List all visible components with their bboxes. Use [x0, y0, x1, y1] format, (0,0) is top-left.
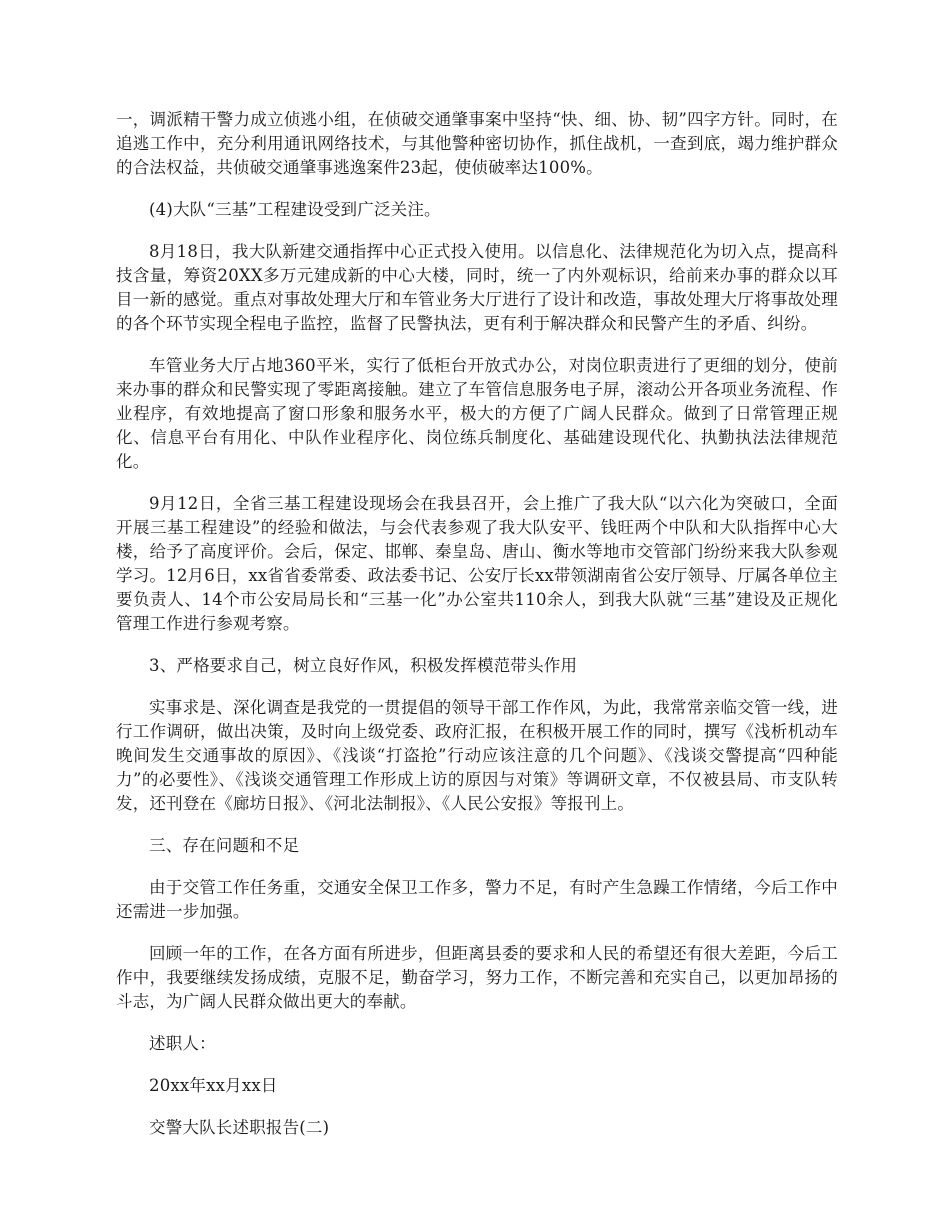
date-line: 20xx年xx月xx日	[149, 1076, 278, 1095]
paragraph-vehicle-hall: 车管业务大厅占地360平米，实行了低柜台开放式办公，对岗位职责进行了更细的划分，使前来办事的群众和民警实现了零距离接触。建立了车管信息服务电子屏，滚动公开各项业务流程、作业程序，有效地提高了窗口形象和服务水平，极大的方便了广阔人民群众。做到了日常管理正规化、信息平台有用化、中队作业程序化、岗位练兵制度化、基础建设现代化、执勤执法法律规范化。	[116, 356, 838, 471]
paragraph-command-center: 8月18日，我大队新建交通指挥中心正式投入使用。以信息化、法律规范化为切入点，提高科技含量，筹资20XX多万元建成新的中心大楼，同时，统一了内外观标识，给前来办事的群众以耳目一新的感觉。重点对事故处理大厅和车管业务大厅进行了设计和改造，事故处理大厅将事故处理的各个环节实现全程电子监控，监督了民警执法，更有利于解决群众和民警产生的矛盾、纠纷。	[116, 242, 838, 333]
paragraph-review: 回顾一年的工作，在各方面有所进步，但距离县委的要求和人民的希望还有很大差距，今后工作中，我要继续发扬成绩，克服不足，勤奋学习，努力工作，不断完善和充实自己，以更加昂扬的斗志，为广阔人民群众做出更大的奉献。	[116, 944, 838, 1011]
paragraph-research: 实事求是、深化调查是我党的一贯提倡的领导干部工作作风，为此，我常常亲临交管一线，进行工作调研，做出决策，及时向上级党委、政府汇报，在积极开展工作的同时，撰写《浅析机动车晚间发生交通事故的原因》、《浅谈“打盗抢”行动应该注意的几个问题》、《浅谈交警提高“四种能力”的必要性》、《浅谈交通管理工作形成上访的原因与对策》等调研文章，不仅被县局、市支队转发，还刊登在《廊坊日报》、《河北法制报》、《人民公安报》等报刊上。	[116, 698, 838, 813]
paragraph-shortcomings: 由于交管工作任务重，交通安全保卫工作多，警力不足，有时产生急躁工作情绪，今后工作中还需进一步加强。	[116, 878, 838, 921]
signature-label: 述职人：	[149, 1034, 216, 1053]
paragraph-continuation: 一，调派精干警力成立侦逃小组，在侦破交通肇事案中坚持“快、细、协、韧”四字方针。同时，在追逃工作中，充分利用通讯网络技术，与其他警种密切协作，抓住战机，一查到底，竭力维护群众的合法权益，共侦破交通肇事逃逸案件23起，使侦破率达100%。	[116, 110, 838, 177]
next-report-title: 交警大队长述职报告(二)	[149, 1118, 330, 1137]
section-heading-problems: 三、存在问题和不足	[149, 836, 300, 855]
section-heading-requirements: 3、严格要求自己，树立良好作风，积极发挥模范带头作用	[149, 656, 578, 675]
section-heading-sanji: (4)大队“三基”工程建设受到广泛关注。	[149, 200, 441, 219]
document-page	[116, 108, 838, 1158]
paragraph-site-meeting: 9月12日，全省三基工程建设现场会在我县召开，会上推广了我大队“以六化为突破口，全面开展三基工程建设”的经验和做法，与会代表参观了我大队安平、钱旺两个中队和大队指挥中心大楼，给予了高度评价。会后，保定、邯郸、秦皇岛、唐山、衡水等地市交管部门纷纷来我大队参观学习。12月6日，xx省省委常委、政法委书记、公安厅长xx带领湖南省公安厅领导、厅属各单位主要负责人、14个市公安局局长和“三基一化”办公室共110余人，到我大队就“三基”建设及正规化管理工作进行参观考察。	[116, 494, 838, 633]
